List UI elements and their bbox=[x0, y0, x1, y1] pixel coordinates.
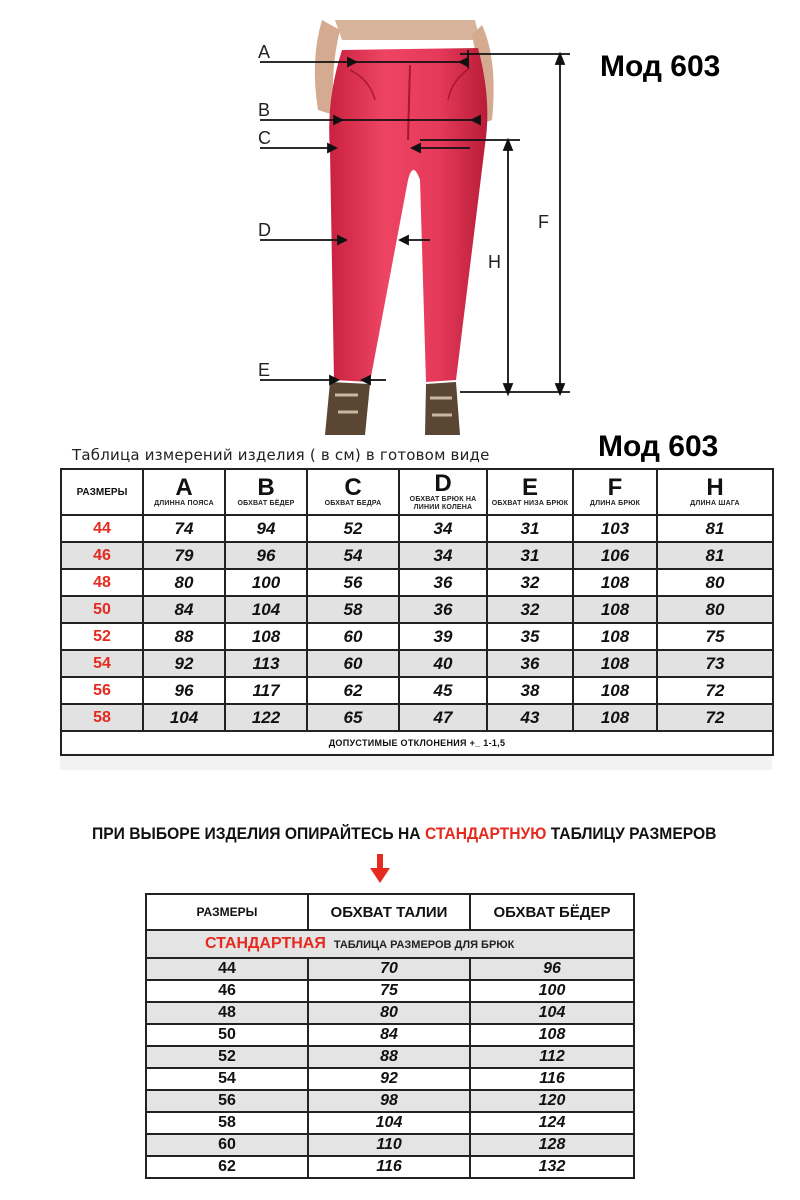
measurement-size-cell: 54 bbox=[61, 650, 143, 677]
standard-size-cell: 60 bbox=[146, 1134, 308, 1156]
column-header-e: E ОБХВАТ НИЗА БРЮК bbox=[487, 469, 573, 515]
standard-row bbox=[146, 1090, 634, 1112]
advice-text-highlight: СТАНДАРТНУЮ bbox=[424, 824, 547, 843]
standard-value-cell: 120 bbox=[470, 1090, 634, 1112]
advice-text-after: ТАБЛИЦУ РАЗМЕРОВ bbox=[546, 824, 717, 843]
measurement-table-caption: Таблица измерений изделия ( в см) в готовом виде bbox=[72, 446, 490, 464]
measurement-value-cell: 52 bbox=[307, 515, 399, 542]
measurement-value-cell: 35 bbox=[487, 623, 573, 650]
measurement-value-cell: 100 bbox=[225, 569, 307, 596]
standard-size-cell: 52 bbox=[146, 1046, 308, 1068]
measurement-value-cell: 36 bbox=[399, 569, 487, 596]
standard-value-cell: 124 bbox=[470, 1112, 634, 1134]
measurement-value-cell: 96 bbox=[143, 677, 225, 704]
advice-text bbox=[92, 824, 716, 844]
measurement-row bbox=[61, 515, 773, 542]
measurement-header-row bbox=[61, 469, 773, 515]
tolerance-note: ДОПУСТИМЫЕ ОТКЛОНЕНИЯ +_ 1-1,5 bbox=[61, 731, 773, 755]
measurement-value-cell: 34 bbox=[399, 542, 487, 569]
measurement-row bbox=[61, 542, 773, 569]
measurement-size-cell: 44 bbox=[61, 515, 143, 542]
measurement-size-cell: 46 bbox=[61, 542, 143, 569]
measurement-value-cell: 32 bbox=[487, 596, 573, 623]
standard-value-cell: 108 bbox=[470, 1024, 634, 1046]
standard-value-cell: 104 bbox=[308, 1112, 470, 1134]
measurement-value-cell: 81 bbox=[657, 515, 773, 542]
standard-value-cell: 75 bbox=[308, 980, 470, 1002]
measurement-table-model-title: Мод 603 bbox=[598, 430, 719, 463]
standard-table-title bbox=[146, 930, 634, 958]
standard-row bbox=[146, 1112, 634, 1134]
standard-row bbox=[146, 980, 634, 1002]
measurement-table-container bbox=[60, 468, 772, 770]
measurement-size-cell: 52 bbox=[61, 623, 143, 650]
standard-value-cell: 116 bbox=[470, 1068, 634, 1090]
standard-row bbox=[146, 1002, 634, 1024]
standard-header-size: РАЗМЕРЫ bbox=[146, 894, 308, 930]
measurement-value-cell: 108 bbox=[573, 623, 657, 650]
measurement-size-cell: 50 bbox=[61, 596, 143, 623]
column-header-b: B ОБХВАТ БЁДЕР bbox=[225, 469, 307, 515]
standard-row bbox=[146, 1024, 634, 1046]
measurement-row bbox=[61, 623, 773, 650]
standard-value-cell: 128 bbox=[470, 1134, 634, 1156]
measurement-value-cell: 81 bbox=[657, 542, 773, 569]
label-A: A bbox=[258, 42, 271, 62]
down-arrow-icon bbox=[370, 854, 390, 884]
measurement-value-cell: 65 bbox=[307, 704, 399, 731]
torso-shape bbox=[335, 20, 480, 40]
standard-value-cell: 100 bbox=[470, 980, 634, 1002]
column-header-f: F ДЛИНА БРЮК bbox=[573, 469, 657, 515]
measurement-value-cell: 72 bbox=[657, 704, 773, 731]
standard-row bbox=[146, 1068, 634, 1090]
measurement-value-cell: 39 bbox=[399, 623, 487, 650]
column-header-h: H ДЛИНА ШАГА bbox=[657, 469, 773, 515]
standard-row bbox=[146, 958, 634, 980]
measurement-value-cell: 80 bbox=[143, 569, 225, 596]
measurement-row bbox=[61, 704, 773, 731]
standard-row bbox=[146, 1046, 634, 1068]
measurement-value-cell: 103 bbox=[573, 515, 657, 542]
advice-text-before: ПРИ ВЫБОРЕ ИЗДЕЛИЯ ОПИРАЙТЕСЬ НА bbox=[92, 824, 425, 843]
standard-size-cell: 46 bbox=[146, 980, 308, 1002]
measurement-size-cell: 58 bbox=[61, 704, 143, 731]
size-column-header: РАЗМЕРЫ bbox=[61, 469, 143, 515]
label-C: C bbox=[258, 128, 271, 148]
standard-table-title-highlight: СТАНДАРТНАЯ bbox=[205, 935, 326, 952]
measurement-row bbox=[61, 569, 773, 596]
measurement-value-cell: 60 bbox=[307, 650, 399, 677]
measurement-value-cell: 36 bbox=[399, 596, 487, 623]
standard-size-cell: 54 bbox=[146, 1068, 308, 1090]
standard-value-cell: 112 bbox=[470, 1046, 634, 1068]
measurement-value-cell: 108 bbox=[573, 677, 657, 704]
standard-size-cell: 62 bbox=[146, 1156, 308, 1178]
label-H: H bbox=[488, 252, 501, 272]
standard-value-cell: 84 bbox=[308, 1024, 470, 1046]
measurement-value-cell: 75 bbox=[657, 623, 773, 650]
standard-value-cell: 88 bbox=[308, 1046, 470, 1068]
pants-illustration bbox=[230, 20, 590, 445]
label-E: E bbox=[258, 360, 271, 380]
standard-value-cell: 132 bbox=[470, 1156, 634, 1178]
measurement-value-cell: 38 bbox=[487, 677, 573, 704]
label-F: F bbox=[538, 212, 549, 232]
standard-size-cell: 44 bbox=[146, 958, 308, 980]
measurement-value-cell: 88 bbox=[143, 623, 225, 650]
measurement-value-cell: 80 bbox=[657, 596, 773, 623]
label-D: D bbox=[258, 220, 271, 240]
standard-size-table bbox=[145, 893, 635, 1179]
label-B: B bbox=[258, 100, 271, 120]
standard-table-title-rest: ТАБЛИЦА РАЗМЕРОВ ДЛЯ БРЮК bbox=[333, 939, 515, 951]
measurement-row bbox=[61, 650, 773, 677]
standard-header-waist: ОБХВАТ ТАЛИИ bbox=[308, 894, 470, 930]
measurement-value-cell: 72 bbox=[657, 677, 773, 704]
standard-header-hips: ОБХВАТ БЁДЕР bbox=[470, 894, 634, 930]
standard-value-cell: 116 bbox=[308, 1156, 470, 1178]
measurement-value-cell: 60 bbox=[307, 623, 399, 650]
measurement-value-cell: 122 bbox=[225, 704, 307, 731]
standard-value-cell: 80 bbox=[308, 1002, 470, 1024]
standard-size-cell: 48 bbox=[146, 1002, 308, 1024]
right-shoe bbox=[425, 382, 460, 435]
measurement-value-cell: 84 bbox=[143, 596, 225, 623]
measurement-value-cell: 117 bbox=[225, 677, 307, 704]
measurement-value-cell: 104 bbox=[143, 704, 225, 731]
pants-figure-svg bbox=[230, 20, 590, 445]
standard-size-cell: 50 bbox=[146, 1024, 308, 1046]
measurement-value-cell: 106 bbox=[573, 542, 657, 569]
measurement-value-cell: 43 bbox=[487, 704, 573, 731]
standard-size-cell: 58 bbox=[146, 1112, 308, 1134]
measurement-value-cell: 31 bbox=[487, 542, 573, 569]
measurement-value-cell: 47 bbox=[399, 704, 487, 731]
measurement-value-cell: 45 bbox=[399, 677, 487, 704]
measurement-value-cell: 36 bbox=[487, 650, 573, 677]
column-header-c: C ОБХВАТ БЕДРА bbox=[307, 469, 399, 515]
standard-value-cell: 110 bbox=[308, 1134, 470, 1156]
measurement-value-cell: 92 bbox=[143, 650, 225, 677]
standard-value-cell: 70 bbox=[308, 958, 470, 980]
measurement-value-cell: 32 bbox=[487, 569, 573, 596]
standard-value-cell: 98 bbox=[308, 1090, 470, 1112]
measurement-table bbox=[60, 468, 774, 756]
standard-value-cell: 92 bbox=[308, 1068, 470, 1090]
measurement-value-cell: 34 bbox=[399, 515, 487, 542]
measurement-value-cell: 40 bbox=[399, 650, 487, 677]
measurement-value-cell: 108 bbox=[573, 596, 657, 623]
measurement-value-cell: 108 bbox=[573, 569, 657, 596]
model-title: Мод 603 bbox=[600, 50, 721, 83]
measurement-value-cell: 56 bbox=[307, 569, 399, 596]
standard-size-cell: 56 bbox=[146, 1090, 308, 1112]
standard-value-cell: 96 bbox=[470, 958, 634, 980]
column-header-d: D ОБХВАТ БРЮК НА ЛИНИИ КОЛЕНА bbox=[399, 469, 487, 515]
measurement-value-cell: 79 bbox=[143, 542, 225, 569]
standard-value-cell: 104 bbox=[470, 1002, 634, 1024]
measurement-size-cell: 48 bbox=[61, 569, 143, 596]
measurement-value-cell: 108 bbox=[573, 650, 657, 677]
measurement-value-cell: 113 bbox=[225, 650, 307, 677]
left-shoe bbox=[325, 382, 370, 435]
measurement-value-cell: 31 bbox=[487, 515, 573, 542]
measurement-value-cell: 108 bbox=[225, 623, 307, 650]
measurement-row bbox=[61, 677, 773, 704]
standard-row bbox=[146, 1156, 634, 1178]
measurement-value-cell: 108 bbox=[573, 704, 657, 731]
measurement-size-cell: 56 bbox=[61, 677, 143, 704]
measurement-value-cell: 104 bbox=[225, 596, 307, 623]
measurement-value-cell: 58 bbox=[307, 596, 399, 623]
measurement-row bbox=[61, 596, 773, 623]
measurement-value-cell: 73 bbox=[657, 650, 773, 677]
measurement-value-cell: 62 bbox=[307, 677, 399, 704]
measurement-value-cell: 54 bbox=[307, 542, 399, 569]
column-header-a: A ДЛИННА ПОЯСА bbox=[143, 469, 225, 515]
measurement-value-cell: 74 bbox=[143, 515, 225, 542]
measurement-value-cell: 96 bbox=[225, 542, 307, 569]
measurement-value-cell: 94 bbox=[225, 515, 307, 542]
standard-table-container bbox=[145, 893, 633, 1179]
measurement-value-cell: 80 bbox=[657, 569, 773, 596]
standard-row bbox=[146, 1134, 634, 1156]
